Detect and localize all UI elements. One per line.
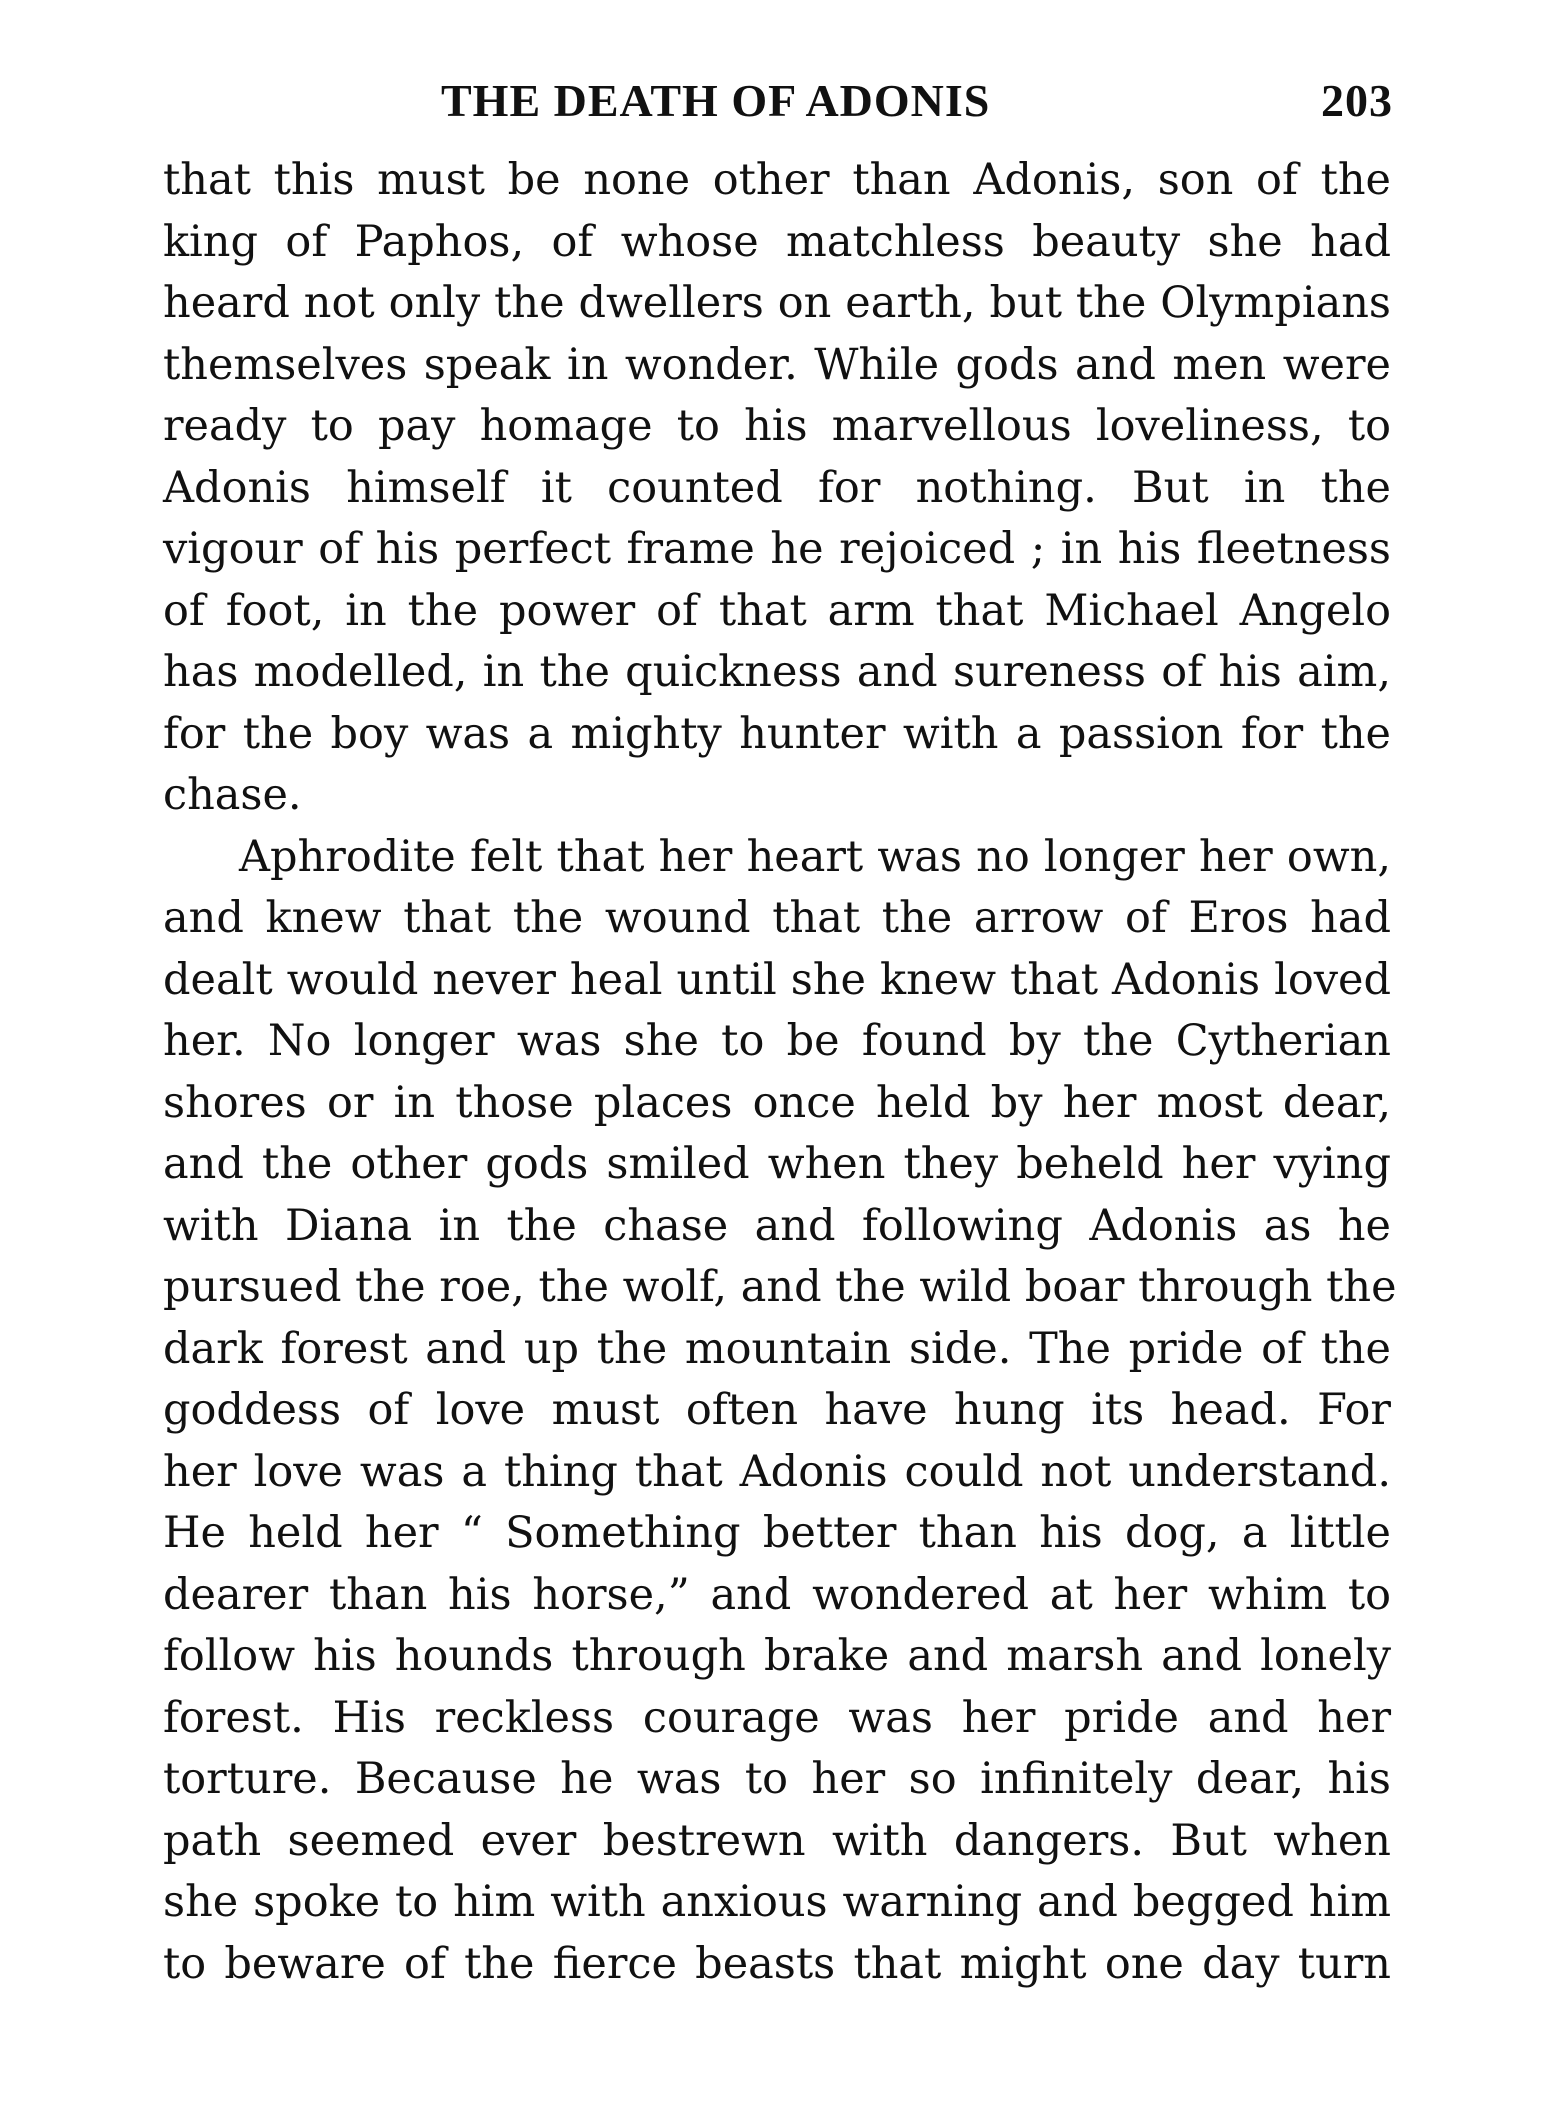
text-line: forest. His reckless courage was her pride and her (163, 1692, 1391, 1743)
text-line: and knew that the wound that the arrow of Eros had (163, 893, 1391, 943)
text-line: and the other gods smiled when they beheld her vying (163, 1139, 1391, 1189)
text-line: pursued the roe, the wolf, and the wild boar through the (163, 1262, 1397, 1312)
text-line: her. No longer was she to be found by the Cytherian (163, 1016, 1391, 1066)
running-head (163, 70, 1391, 140)
page-number: 203 (1321, 75, 1393, 126)
text-line: torture. Because he was to her so infinitely dear, his (163, 1754, 1391, 1804)
text-line: dark forest and up the mountain side. The pride of the (163, 1323, 1391, 1374)
text-line: that this must be none other than Adonis, son of the (163, 155, 1391, 205)
text-line: follow his hounds through brake and marsh and lonely (163, 1631, 1391, 1681)
text-line: she spoke to him with anxious warning and begged him (163, 1877, 1391, 1927)
text-line: to beware of the fierce beasts that might one day turn (163, 1938, 1391, 1989)
text-line: ready to pay homage to his marvellous loveliness, to (163, 401, 1391, 451)
text-line: king of Paphos, of whose matchless beauty she had (163, 216, 1391, 267)
text-line: her love was a thing that Adonis could not understand. (163, 1446, 1391, 1497)
body-text (163, 150, 1397, 1995)
paragraph-2 (163, 827, 1397, 1996)
text-line: for the boy was a mighty hunter with a passion for the (163, 708, 1391, 759)
text-line: He held her “ Something better than his dog, a little (163, 1508, 1391, 1558)
text-line: path seemed ever bestrewn with dangers. But when (163, 1815, 1391, 1866)
book-page (163, 70, 1397, 1995)
text-line: with Diana in the chase and following Adonis as he (163, 1200, 1391, 1251)
text-line: themselves speak in wonder. While gods and men were (163, 339, 1391, 390)
text-line: shores or in those places once held by her most dear, (163, 1077, 1391, 1128)
text-line: Aphrodite felt that her heart was no longer her own, (239, 831, 1391, 882)
text-line: dealt would never heal until she knew that Adonis loved (163, 954, 1391, 1005)
text-line: vigour of his perfect frame he rejoiced ; in his fleetness (163, 524, 1391, 574)
paragraph-1 (163, 150, 1391, 827)
text-line: dearer than his horse,” and wondered at her whim to (163, 1569, 1391, 1620)
text-line: has modelled, in the quickness and sureness of his aim, (163, 647, 1391, 697)
text-line: Adonis himself it counted for nothing. But in the (163, 462, 1391, 513)
text-line: chase. (163, 770, 302, 820)
running-title: THE DEATH OF ADONIS (441, 75, 991, 126)
text-line: of foot, in the power of that arm that Michael Angelo (163, 585, 1391, 636)
text-line: heard not only the dwellers on earth, but the Olympians (163, 278, 1391, 328)
text-line: goddess of love must often have hung its head. For (163, 1385, 1391, 1435)
